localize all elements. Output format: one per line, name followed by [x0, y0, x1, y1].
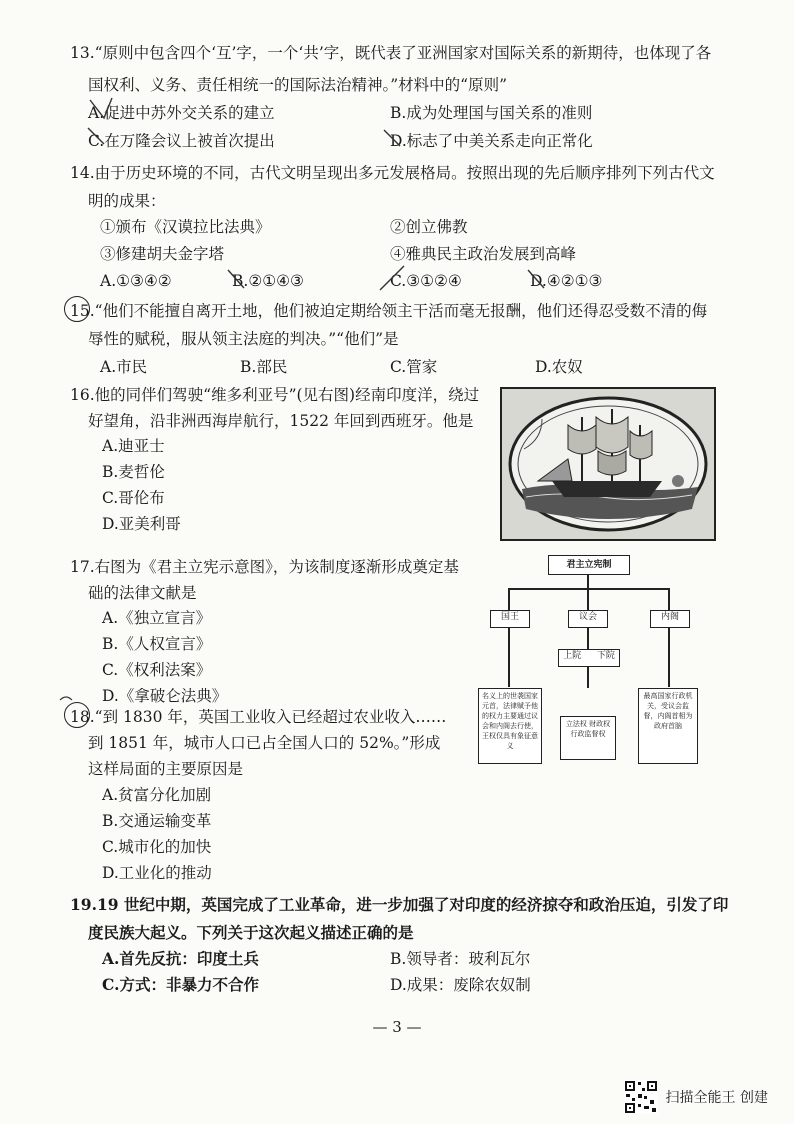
q19-stem-line1: 19.19 世纪中期，英国完成了工业革命，进一步加强了对印度的经济掠夺和政治压迫，引发了印 [70, 895, 729, 914]
q15-stem-line1: 15.“他们不能擅自离开土地，他们被迫定期给领主干活而毫无报酬，他们还得忍受数不清的侮 [70, 302, 708, 320]
q13-stem-line2: 国权利、义务、责任相统一的国际法治精神。”材料中的“原则” [88, 76, 508, 94]
q19-option-b: B.领导者：玻利瓦尔 [390, 950, 531, 968]
q15-option-a: A.市民 [100, 358, 148, 376]
q16-option-d: D.亚美利哥 [102, 515, 181, 533]
q19-option-a: A.首先反抗：印度土兵 [102, 949, 259, 968]
page-number: — 3 — [372, 1018, 422, 1036]
q15-option-b: B.部民 [240, 358, 288, 376]
q17-stem-line2: 础的法律文献是 [88, 584, 197, 602]
q17-option-d: D.《拿破仑法典》 [102, 687, 228, 705]
q13-stem-line1: 13.“原则中包含四个‘互’字，一个‘共’字，既代表了亚洲国家对国际关系的新期待，也体现了各 [70, 44, 712, 62]
q13-option-b: B.成为处理国与国关系的准则 [390, 104, 593, 122]
q14-stem-line1: 14.由于历史环境的不同，古代文明呈现出多元发展格局。按照出现的先后顺序排列下列古代文 [70, 164, 715, 182]
q17-option-c: C.《权利法案》 [102, 661, 212, 679]
q18-option-a: A.贫富分化加剧 [102, 786, 212, 804]
q14-option-d: D.④②①③ [530, 272, 603, 290]
q14-option-c: C.③①②④ [390, 272, 462, 290]
q18-stem-line2: 到 1851 年，城市人口已占全国人口的 52%。”形成 [88, 734, 441, 752]
diagram-upper-house: 上院 [563, 651, 582, 661]
q16-stem-line1: 16.他的同伴们驾驶“维多利亚号”(见右图)经南印度洋，绕过 [70, 386, 480, 404]
q14-item-4: ④雅典民主政治发展到高峰 [390, 245, 577, 263]
q18-stem-line1: 18.“到 1830 年，英国工业收入已经超过农业收入…… [70, 708, 447, 726]
q17-option-a: A.《独立宣言》 [102, 609, 212, 627]
q17-stem-line1: 17.右图为《君主立宪示意图》，为该制度逐渐形成奠定基 [70, 558, 459, 576]
q19-stem-line2: 度民族大起义。下列关于这次起义描述正确的是 [88, 923, 414, 942]
diagram-king-desc: 名义上的世袭国家元首，法律赋予他的权力主要通过议会和内阁去行使，王权仅具有象征意义 [478, 688, 542, 764]
qr-code-icon [624, 1080, 658, 1114]
q13-option-a: A.促进中苏外交关系的建立 [88, 104, 275, 122]
diagram-houses [558, 649, 620, 667]
q14-option-b: B.②①④③ [232, 272, 304, 290]
scanner-footer [624, 1080, 768, 1114]
footer-text: 扫描全能王 创建 [665, 1090, 768, 1106]
q16-option-c: C.哥伦布 [102, 489, 165, 507]
q17-option-b: B.《人权宣言》 [102, 635, 212, 653]
victoria-ship-image [500, 387, 716, 541]
ship-illustration [502, 389, 714, 539]
q15-stem-line2: 辱性的赋税，服从领主法庭的判决。”“他们”是 [88, 330, 399, 348]
q14-item-2: ②创立佛教 [390, 218, 468, 236]
q18-option-d: D.工业化的推动 [102, 864, 212, 882]
q19-option-d: D.成果：废除农奴制 [390, 976, 531, 994]
q19-option-c: C.方式：非暴力不合作 [102, 975, 259, 994]
q14-item-1: ①颁布《汉谟拉比法典》 [100, 218, 271, 236]
q14-item-3: ③修建胡夫金字塔 [100, 245, 225, 263]
q18-circle-mark [64, 702, 90, 728]
q16-option-b: B.麦哲伦 [102, 463, 165, 481]
q16-option-a: A.迪亚士 [102, 437, 165, 455]
diagram-cabinet-desc: 最高国家行政机关，受议会监督，内阁首相为政府首脑 [638, 688, 698, 764]
q14-stem-line2: 明的成果： [88, 192, 166, 210]
q15-circle-mark [64, 296, 90, 322]
q16-stem-line2: 好望角，沿非洲西海岸航行，1522 年回到西班牙。他是 [88, 412, 474, 430]
q13-option-d: D.标志了中美关系走向正常化 [390, 132, 593, 150]
diagram-parliament-desc: 立法权 财政权 行政监督权 [560, 716, 616, 760]
q13-option-c: C.在万隆会议上被首次提出 [88, 132, 275, 150]
diagram-lower-house: 下院 [596, 651, 615, 661]
q14-option-a: A.①③④② [100, 272, 172, 290]
diagram-cabinet: 内阁 [650, 610, 690, 628]
diagram-parliament: 议会 [568, 610, 608, 628]
q18-option-b: B.交通运输变革 [102, 812, 212, 830]
diagram-root: 君主立宪制 [548, 555, 630, 575]
q15-option-d: D.农奴 [535, 358, 583, 376]
diagram-king: 国王 [490, 610, 530, 628]
q18-stem-line3: 这样局面的主要原因是 [88, 760, 244, 778]
q15-option-c: C.管家 [390, 358, 438, 376]
q18-option-c: C.城市化的加快 [102, 838, 212, 856]
